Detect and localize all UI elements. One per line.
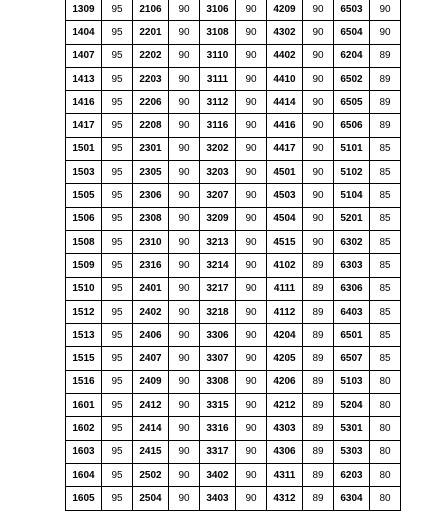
score-cell: 90: [370, 21, 401, 44]
score-cell: 80: [370, 394, 401, 417]
code-cell: 6403: [334, 300, 370, 323]
score-cell: 90: [236, 300, 267, 323]
score-cell: 85: [370, 277, 401, 300]
code-cell: 3315: [200, 394, 236, 417]
code-cell: 1505: [66, 184, 102, 207]
code-cell: 2208: [133, 114, 169, 137]
code-cell: 5201: [334, 207, 370, 230]
score-cell: 90: [169, 463, 200, 486]
score-cell: 90: [236, 161, 267, 184]
code-cell: 1506: [66, 207, 102, 230]
code-cell: 1309: [66, 0, 102, 21]
code-cell: 2306: [133, 184, 169, 207]
score-cell: 90: [370, 0, 401, 21]
score-cell: 89: [303, 347, 334, 370]
score-cell: 90: [236, 324, 267, 347]
score-cell: 90: [236, 21, 267, 44]
code-cell: 6303: [334, 254, 370, 277]
score-cell: 95: [102, 487, 133, 510]
code-cell: 4209: [267, 0, 303, 21]
table-row: [66, 487, 401, 510]
table-row: [66, 91, 401, 114]
score-cell: 85: [370, 300, 401, 323]
score-cell: 90: [169, 114, 200, 137]
code-cell: 3402: [200, 463, 236, 486]
score-cell: 95: [102, 91, 133, 114]
code-cell: 3202: [200, 137, 236, 160]
score-cell: 90: [236, 184, 267, 207]
score-cell: 90: [236, 114, 267, 137]
score-cell: 90: [303, 0, 334, 21]
score-cell: 90: [169, 324, 200, 347]
code-cell: 4504: [267, 207, 303, 230]
code-cell: 2401: [133, 277, 169, 300]
score-cell: 90: [236, 137, 267, 160]
code-cell: 4414: [267, 91, 303, 114]
code-cell: 2415: [133, 440, 169, 463]
score-cell: 90: [303, 114, 334, 137]
score-cell: 90: [236, 347, 267, 370]
code-cell: 2502: [133, 463, 169, 486]
code-cell: 5204: [334, 394, 370, 417]
code-cell: 4206: [267, 370, 303, 393]
code-cell: 6507: [334, 347, 370, 370]
code-cell: 1503: [66, 161, 102, 184]
score-cell: 90: [169, 347, 200, 370]
score-cell: 95: [102, 347, 133, 370]
table-row: [66, 370, 401, 393]
score-cell: 95: [102, 277, 133, 300]
score-cell: 89: [370, 44, 401, 67]
score-cell: 90: [236, 44, 267, 67]
table-row: [66, 0, 401, 21]
score-cell: 95: [102, 394, 133, 417]
score-cell: 95: [102, 44, 133, 67]
score-cell: 90: [236, 394, 267, 417]
score-cell: 90: [169, 370, 200, 393]
code-cell: 1416: [66, 91, 102, 114]
score-cell: 90: [303, 21, 334, 44]
code-cell: 5104: [334, 184, 370, 207]
score-cell: 89: [303, 370, 334, 393]
code-cell: 3308: [200, 370, 236, 393]
table-row: [66, 114, 401, 137]
score-cell: 95: [102, 184, 133, 207]
code-cell: 4501: [267, 161, 303, 184]
code-cell: 6503: [334, 0, 370, 21]
code-cell: 2414: [133, 417, 169, 440]
code-cell: 1605: [66, 487, 102, 510]
score-cell: 90: [236, 67, 267, 90]
score-cell: 80: [370, 370, 401, 393]
score-cell: 90: [236, 277, 267, 300]
score-cell: 95: [102, 67, 133, 90]
score-cell: 90: [169, 21, 200, 44]
code-cell: 6504: [334, 21, 370, 44]
code-cell: 4204: [267, 324, 303, 347]
score-cell: 89: [370, 67, 401, 90]
code-cell: 4303: [267, 417, 303, 440]
code-cell: 6304: [334, 487, 370, 510]
score-cell: 95: [102, 254, 133, 277]
code-cell: 2106: [133, 0, 169, 21]
code-cell: 4402: [267, 44, 303, 67]
score-cell: 85: [370, 137, 401, 160]
score-cell: 95: [102, 21, 133, 44]
code-cell: 4205: [267, 347, 303, 370]
code-cell: 2202: [133, 44, 169, 67]
code-cell: 1601: [66, 394, 102, 417]
code-cell: 1513: [66, 324, 102, 347]
code-cell: 2402: [133, 300, 169, 323]
code-cell: 6502: [334, 67, 370, 90]
code-cell: 2316: [133, 254, 169, 277]
score-cell: 89: [303, 300, 334, 323]
score-cell: 90: [169, 230, 200, 253]
code-cell: 3306: [200, 324, 236, 347]
table-row: [66, 394, 401, 417]
code-cell: 1604: [66, 463, 102, 486]
table-row: [66, 440, 401, 463]
code-cell: 1417: [66, 114, 102, 137]
score-cell: 90: [169, 44, 200, 67]
score-cell: 95: [102, 114, 133, 137]
score-cell: 89: [303, 254, 334, 277]
code-cell: 4515: [267, 230, 303, 253]
table-row: [66, 254, 401, 277]
score-cell: 95: [102, 300, 133, 323]
code-cell: 2310: [133, 230, 169, 253]
code-cell: 2201: [133, 21, 169, 44]
code-cell: 1413: [66, 67, 102, 90]
code-cell: 3217: [200, 277, 236, 300]
code-cell: 2305: [133, 161, 169, 184]
table-row: [66, 184, 401, 207]
code-cell: 3108: [200, 21, 236, 44]
code-cell: 3106: [200, 0, 236, 21]
score-cell: 90: [169, 91, 200, 114]
code-cell: 1515: [66, 347, 102, 370]
code-cell: 6306: [334, 277, 370, 300]
score-cell: 89: [303, 277, 334, 300]
score-cell: 90: [236, 463, 267, 486]
code-cell: 2206: [133, 91, 169, 114]
score-cell: 90: [236, 91, 267, 114]
table-row: [66, 67, 401, 90]
code-cell: 1404: [66, 21, 102, 44]
score-cell: 90: [169, 137, 200, 160]
code-cell: 1603: [66, 440, 102, 463]
code-cell: 5303: [334, 440, 370, 463]
score-cell: 95: [102, 0, 133, 21]
code-cell: 4306: [267, 440, 303, 463]
score-cell: 89: [303, 487, 334, 510]
score-cell: 90: [169, 67, 200, 90]
score-cell: 95: [102, 207, 133, 230]
code-cell: 6204: [334, 44, 370, 67]
code-cell: 5301: [334, 417, 370, 440]
code-cell: 6203: [334, 463, 370, 486]
code-cell: 2412: [133, 394, 169, 417]
code-cell: 1407: [66, 44, 102, 67]
code-cell: 4503: [267, 184, 303, 207]
score-cell: 80: [370, 487, 401, 510]
score-cell: 80: [370, 463, 401, 486]
score-cell: 80: [370, 440, 401, 463]
score-cell: 95: [102, 161, 133, 184]
code-cell: 4112: [267, 300, 303, 323]
score-cell: 90: [303, 91, 334, 114]
code-cell: 2406: [133, 324, 169, 347]
table-row: [66, 463, 401, 486]
score-table: [65, 0, 401, 511]
score-cell: 90: [169, 161, 200, 184]
code-cell: 2407: [133, 347, 169, 370]
score-cell: 85: [370, 347, 401, 370]
code-cell: 4416: [267, 114, 303, 137]
score-cell: 90: [169, 417, 200, 440]
score-cell: 95: [102, 324, 133, 347]
table-row: [66, 324, 401, 347]
score-cell: 90: [303, 67, 334, 90]
table-row: [66, 137, 401, 160]
code-cell: 3116: [200, 114, 236, 137]
score-cell: 95: [102, 137, 133, 160]
score-cell: 85: [370, 161, 401, 184]
score-cell: 90: [169, 487, 200, 510]
table-row: [66, 44, 401, 67]
code-cell: 1509: [66, 254, 102, 277]
score-cell: 85: [370, 230, 401, 253]
code-cell: 3214: [200, 254, 236, 277]
score-cell: 90: [236, 230, 267, 253]
code-cell: 2409: [133, 370, 169, 393]
score-cell: 95: [102, 463, 133, 486]
code-cell: 4410: [267, 67, 303, 90]
code-cell: 5101: [334, 137, 370, 160]
score-cell: 90: [236, 417, 267, 440]
score-cell: 85: [370, 324, 401, 347]
table-row: [66, 230, 401, 253]
score-cell: 89: [303, 417, 334, 440]
code-cell: 4111: [267, 277, 303, 300]
code-cell: 1602: [66, 417, 102, 440]
score-cell: 90: [303, 184, 334, 207]
score-cell: 90: [169, 394, 200, 417]
score-cell: 90: [303, 207, 334, 230]
score-cell: 89: [303, 324, 334, 347]
code-cell: 3209: [200, 207, 236, 230]
score-cell: 90: [169, 300, 200, 323]
score-cell: 80: [370, 417, 401, 440]
score-cell: 89: [370, 114, 401, 137]
score-cell: 85: [370, 207, 401, 230]
score-cell: 90: [236, 254, 267, 277]
score-cell: 85: [370, 254, 401, 277]
score-cell: 90: [236, 370, 267, 393]
code-cell: 3111: [200, 67, 236, 90]
code-cell: 1510: [66, 277, 102, 300]
code-cell: 3307: [200, 347, 236, 370]
score-cell: 90: [169, 184, 200, 207]
code-cell: 4311: [267, 463, 303, 486]
table-row: [66, 207, 401, 230]
score-cell: 89: [303, 394, 334, 417]
score-cell: 90: [169, 207, 200, 230]
code-cell: 4417: [267, 137, 303, 160]
code-cell: 3316: [200, 417, 236, 440]
code-cell: 4312: [267, 487, 303, 510]
score-cell: 90: [236, 207, 267, 230]
table-row: [66, 300, 401, 323]
score-cell: 90: [236, 487, 267, 510]
code-cell: 2301: [133, 137, 169, 160]
code-cell: 3213: [200, 230, 236, 253]
code-cell: 2308: [133, 207, 169, 230]
code-cell: 4102: [267, 254, 303, 277]
score-cell: 95: [102, 417, 133, 440]
score-cell: 85: [370, 184, 401, 207]
code-cell: 6501: [334, 324, 370, 347]
code-cell: 3403: [200, 487, 236, 510]
code-cell: 3218: [200, 300, 236, 323]
code-cell: 3203: [200, 161, 236, 184]
score-cell: 90: [169, 0, 200, 21]
score-cell: 90: [236, 440, 267, 463]
score-cell: 95: [102, 440, 133, 463]
code-cell: 6505: [334, 91, 370, 114]
score-cell: 90: [303, 44, 334, 67]
table-row: [66, 277, 401, 300]
code-cell: 6506: [334, 114, 370, 137]
score-cell: 90: [303, 230, 334, 253]
code-cell: 1508: [66, 230, 102, 253]
code-cell: 3207: [200, 184, 236, 207]
score-cell: 89: [370, 91, 401, 114]
code-cell: 1501: [66, 137, 102, 160]
table-row: [66, 417, 401, 440]
score-cell: 90: [303, 137, 334, 160]
code-cell: 2203: [133, 67, 169, 90]
table-row: [66, 347, 401, 370]
score-cell: 89: [303, 463, 334, 486]
code-cell: 4302: [267, 21, 303, 44]
score-cell: 90: [236, 0, 267, 21]
score-cell: 95: [102, 230, 133, 253]
code-cell: 1512: [66, 300, 102, 323]
code-cell: 5103: [334, 370, 370, 393]
score-cell: 90: [169, 254, 200, 277]
code-cell: 3317: [200, 440, 236, 463]
table-row: [66, 21, 401, 44]
table-row: [66, 161, 401, 184]
score-cell: 90: [169, 440, 200, 463]
code-cell: 6302: [334, 230, 370, 253]
score-table-body: [66, 0, 401, 510]
score-cell: 89: [303, 440, 334, 463]
code-cell: 2504: [133, 487, 169, 510]
code-cell: 5102: [334, 161, 370, 184]
code-cell: 3112: [200, 91, 236, 114]
code-cell: 4212: [267, 394, 303, 417]
code-cell: 3110: [200, 44, 236, 67]
score-cell: 95: [102, 370, 133, 393]
score-cell: 90: [169, 277, 200, 300]
code-cell: 1516: [66, 370, 102, 393]
score-cell: 90: [303, 161, 334, 184]
